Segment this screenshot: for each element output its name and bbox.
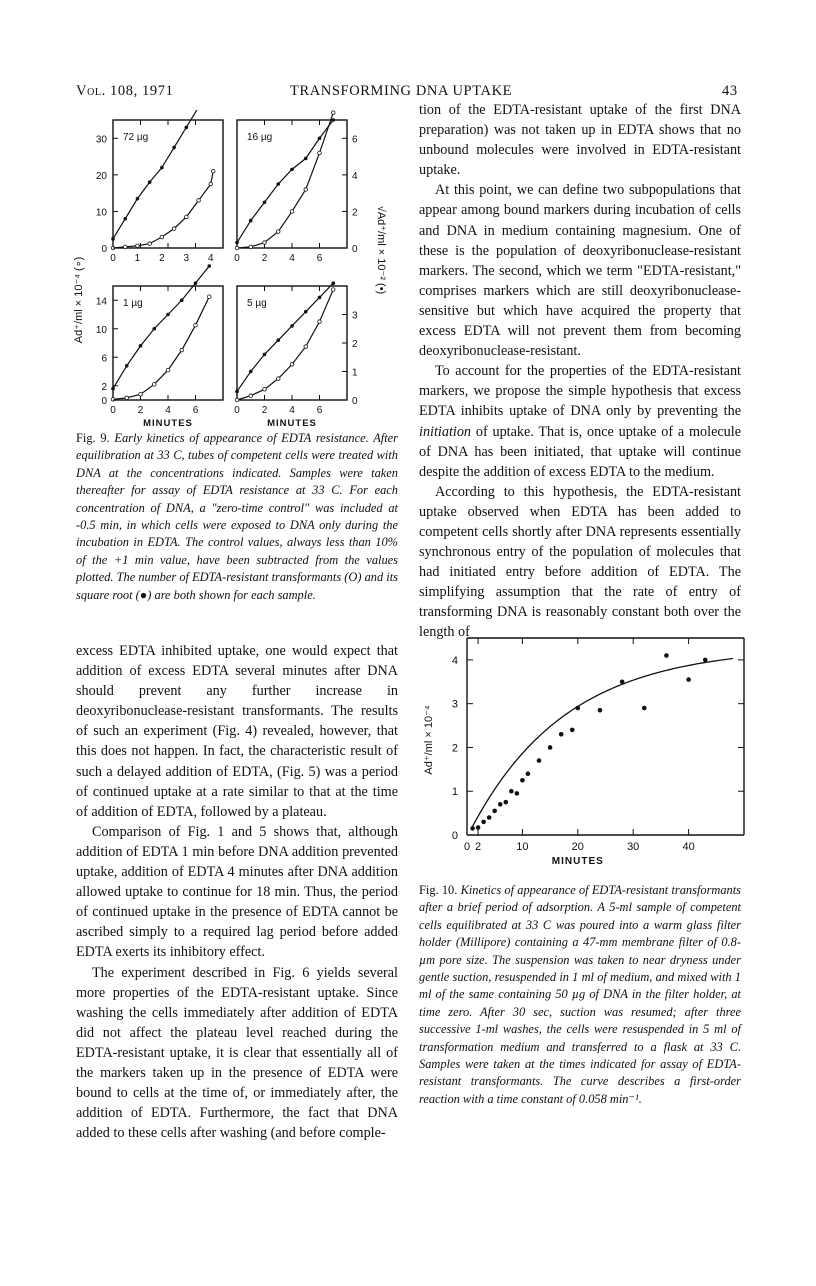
data-point-hollow <box>290 210 294 214</box>
data-point-solid <box>249 370 253 374</box>
data-point-hollow <box>160 235 164 239</box>
data-point <box>487 815 492 820</box>
data-point-solid <box>318 296 322 300</box>
data-point-solid <box>276 338 280 342</box>
data-point-hollow <box>263 241 267 245</box>
data-point-solid <box>263 200 267 204</box>
data-point <box>598 708 603 713</box>
data-point-solid <box>249 219 253 223</box>
panel-label: 72 µg <box>123 132 149 143</box>
x-tick-label: 10 <box>516 841 529 853</box>
data-point-hollow <box>290 363 294 367</box>
data-point-hollow <box>318 151 322 155</box>
panel-label: 16 µg <box>247 132 273 143</box>
y-tick-label-left: 0 <box>101 244 107 255</box>
data-point <box>498 802 503 807</box>
x-tick-label: 2 <box>261 405 268 416</box>
data-point-hollow <box>125 396 129 400</box>
y-axis-label-left: Ad⁺/ml × 10⁻⁴ (∘) <box>73 256 85 344</box>
data-point-solid <box>185 126 189 130</box>
data-point-solid <box>276 182 280 186</box>
x-tick-label: 6 <box>316 253 323 264</box>
y-tick-label: 2 <box>451 742 458 755</box>
data-point-hollow <box>263 388 267 392</box>
page-number: 43 <box>722 83 738 99</box>
data-point-solid <box>139 344 143 348</box>
paragraph: Comparison of Fig. 1 and 5 shows that, although addition of EDTA 1 min before DNA addition prevented uptake, addition of EDTA 4 minutes after DNA addition allowed uptake to continue for 18 min. Thus, the period of continued uptake in the presence of EDTA cannot be ascribed simply to a required lag period before added EDTA exerts its inhibitory effect. <box>76 823 398 961</box>
data-point-hollow <box>331 111 335 115</box>
y-tick-label-right: 0 <box>352 244 358 255</box>
figure-9-caption-label: Fig. 9. <box>76 431 110 445</box>
x-tick-label: 0 <box>234 253 240 264</box>
x-tick-label: 3 <box>183 253 190 264</box>
data-point-solid <box>290 168 294 172</box>
x-tick-label: 2 <box>475 841 482 853</box>
data-point-solid <box>180 298 184 302</box>
paragraph: The experiment described in Fig. 6 yields several more properties of the EDTA-resistant uptake. Since washing the cells immediately after addition of EDTA did not affect the plateau level reached during the EDTA-resistant uptake, it is clear that essentially all of the markers taken up in the presence of EDTA were bound to cells at the time of, or immediately after, the addition of EDTA. Furthermore, the fact that DNA added to these cells after washing (and before comple- <box>76 964 398 1142</box>
y-tick-label-right: 4 <box>352 170 358 182</box>
data-point-solid <box>111 237 115 241</box>
data-point-hollow <box>180 348 184 352</box>
data-point <box>481 820 486 825</box>
x-tick-label: 2 <box>137 405 144 416</box>
data-point-solid <box>290 324 294 328</box>
data-point <box>686 677 691 682</box>
y-axis-label-right: √Ad⁺/ml × 10⁻² (•) <box>375 205 387 295</box>
data-point-solid <box>123 217 127 221</box>
data-point-hollow <box>235 246 239 250</box>
data-point-solid <box>152 327 156 331</box>
data-point <box>509 789 514 794</box>
y-tick-label-right: 0 <box>352 396 358 407</box>
x-tick-label: 6 <box>316 405 323 416</box>
data-point-hollow <box>152 383 156 387</box>
y-tick-label-left: 2 <box>101 381 107 393</box>
y-tick-label: 4 <box>451 654 458 667</box>
x-tick-label: 6 <box>192 405 199 416</box>
data-point-solid <box>125 364 129 368</box>
series-line-count <box>113 297 209 400</box>
figure-10-caption <box>419 882 741 1108</box>
data-point-hollow <box>111 397 115 401</box>
data-point <box>537 758 542 763</box>
x-axis-label: MINUTES <box>267 418 317 429</box>
data-point-hollow <box>139 393 143 397</box>
paragraph: excess EDTA inhibited uptake, one would expect that addition of excess EDTA several minutes after DNA should prevent any further increase in deoxyribonuclease-resistant transformants. The results of such an experiment (Fig. 4) revealed, however, that this does not happen. In fact, the characteristic result of such a delayed addition of EDTA, (Fig. 5) was a period of continued uptake at a rate similar to that at the time of addition of EDTA, followed by a plateau. <box>76 643 398 820</box>
x-tick-label: 4 <box>165 405 171 416</box>
figure-9-chart <box>60 110 410 430</box>
y-tick-label-left: 14 <box>95 296 107 308</box>
data-point-hollow <box>235 398 239 402</box>
y-tick-label-left: 20 <box>95 170 107 182</box>
data-point-hollow <box>123 245 127 249</box>
data-point-hollow <box>172 227 176 231</box>
y-tick-label-right: 2 <box>352 339 358 350</box>
x-tick-label: 4 <box>207 253 214 264</box>
left-column-text <box>76 641 398 1143</box>
data-point-solid <box>331 281 335 285</box>
data-point-solid <box>304 310 308 314</box>
data-point-hollow <box>276 230 280 234</box>
x-tick-label: 4 <box>289 405 295 416</box>
x-tick-label: 0 <box>110 405 116 416</box>
x-tick-label: 4 <box>289 253 295 264</box>
data-point-hollow <box>331 288 335 292</box>
data-point <box>503 800 508 805</box>
data-point-hollow <box>207 295 211 299</box>
x-axis-label: MINUTES <box>551 856 604 867</box>
data-point-solid <box>263 353 267 357</box>
data-point-hollow <box>197 199 201 203</box>
data-point <box>476 825 481 830</box>
data-point <box>520 778 525 783</box>
x-tick-label: 2 <box>261 253 268 264</box>
data-point-hollow <box>209 182 213 186</box>
data-point-hollow <box>304 345 308 349</box>
y-tick-label-left: 30 <box>95 134 107 146</box>
data-point <box>470 826 475 831</box>
data-point-solid <box>172 146 176 150</box>
data-point-hollow <box>185 215 189 219</box>
data-point <box>559 732 564 737</box>
x-tick-label: 0 <box>234 405 240 416</box>
x-axis-label: MINUTES <box>143 418 193 429</box>
y-tick-label-left: 10 <box>95 324 107 336</box>
figure-10-caption-label: Fig. 10. <box>419 883 458 897</box>
y-tick-label-left: 6 <box>101 353 107 365</box>
y-tick-label: 0 <box>451 830 458 842</box>
x-tick-label: 1 <box>134 253 141 264</box>
data-point-solid <box>160 166 164 170</box>
x-tick-label: 2 <box>159 253 165 264</box>
x-tick-label: 0 <box>463 841 471 853</box>
data-point-solid <box>111 387 115 391</box>
data-point-hollow <box>136 244 140 248</box>
data-point-solid <box>235 241 239 245</box>
data-point <box>548 745 553 750</box>
data-point <box>642 706 647 711</box>
paragraph: At this point, we can define two subpopulations that appear among bound markers during incubation of cells and DNA in medium containing magnesium. One of these is the population of deoxyribonuclease-resistant markers. The second, which we term "EDTA-resistant," comprises markers which are still deoxyribonuclease-sensitive but which have acquired the property that excess EDTA will not prevent them from becoming deoxyribonuclease-resistant. <box>419 182 741 360</box>
data-point-solid <box>318 136 322 140</box>
data-point <box>526 771 531 776</box>
data-point <box>576 706 581 711</box>
data-point-solid <box>148 180 152 184</box>
data-point-hollow <box>166 368 170 372</box>
data-point <box>620 679 625 684</box>
data-point-hollow <box>304 188 308 192</box>
data-point <box>703 658 708 663</box>
data-point-solid <box>194 281 198 285</box>
running-title: TRANSFORMING DNA UPTAKE <box>290 83 513 99</box>
right-column-text <box>419 100 741 643</box>
y-tick-label-left: 0 <box>101 396 107 407</box>
paragraph: According to this hypothesis, the EDTA-resistant uptake observed when EDTA has been added to competent cells shortly after DNA represents essentially synchronous entry of the population of molecules that had initiated entry before addition of EDTA. The simplifying assumption that the rate of entry of transforming DNA is reasonably constant both over the length of <box>419 483 741 641</box>
figure-9-caption <box>76 430 398 604</box>
data-point-hollow <box>276 377 280 381</box>
y-tick-label-right: 1 <box>352 367 358 379</box>
data-point-hollow <box>211 169 215 173</box>
figure-10-chart <box>412 630 752 882</box>
data-point-hollow <box>318 320 322 324</box>
data-point-hollow <box>194 323 198 327</box>
series-line-sqrt <box>113 110 211 239</box>
x-tick-label: 30 <box>627 841 640 853</box>
figure-10-caption-text: Kinetics of appearance of EDTA-resistant transformants after a brief period of adsorption. A 5-ml sample of competent cells equilibrated at 33 C was poured into a warm glass filter holder (Millipore) containing a 47-mm membrane filter of 0.8-µm pore size. The suspension was taken to near dryness under gentle suction, resuspended in 1 ml of medium, and mixed with 1 ml of the same containing 50 µg of DNA in the filter holder, at time zero. After 30 sec, suction was resumed; after three successive 1-ml washes, the cells were resuspended in 5 ml of transformation medium and transferred to a flask at 33 C. Samples were taken at the times indicated for assay of EDTA-resistant transformants. The curve describes a first-order reaction with a time constant of 0.058 min⁻¹. <box>419 883 742 1106</box>
data-point <box>492 809 497 814</box>
data-point-solid <box>166 313 170 317</box>
data-point-hollow <box>148 242 152 246</box>
x-tick-label: 20 <box>571 841 584 853</box>
y-tick-label: 3 <box>451 698 458 711</box>
data-point <box>570 728 575 733</box>
data-point-solid <box>304 157 308 161</box>
panel-label: 5 µg <box>247 298 267 309</box>
y-tick-label-right: 3 <box>352 310 358 322</box>
y-tick-label-left: 10 <box>95 207 107 219</box>
data-point-hollow <box>249 245 253 249</box>
y-tick-label-right: 2 <box>352 207 358 219</box>
x-tick-label: 0 <box>110 253 116 264</box>
y-tick-label-right: 6 <box>352 134 358 146</box>
paragraph: To account for the properties of the EDTA-resistant markers, we propose the simple hypothesis that excess EDTA inhibits uptake of DNA only by preventing the initiation of uptake. That is, once uptake of a molecule of DNA has been initiated, that uptake will continue despite the addition of excess EDTA to the medium. <box>419 363 741 480</box>
volume-label: Vol. 108, 1971 <box>76 83 174 99</box>
x-tick-label: 40 <box>682 841 695 853</box>
figure-9-caption-text: Early kinetics of appearance of EDTA resistance. After equilibration at 33 C, tubes of competent cells were treated with DNA at the concentrations indicated. Samples were taken thereafter for assay of EDTA resistance at 33 C. For each concentration of DNA, a "zero-time control" was included at -0.5 min, in which cells were exposed to DNA only during the incubation in EDTA. The control values, always less than 10% of the +1 min value, have been subtracted from the values plotted. The number of EDTA-resistant transformants (O) and its square root (●) are both shown for each sample. <box>76 431 398 602</box>
data-point-solid <box>207 264 211 268</box>
data-point-hollow <box>249 394 253 398</box>
fit-curve <box>473 659 733 827</box>
panel-label: 1 µg <box>123 298 143 309</box>
y-tick-label: 1 <box>451 786 458 799</box>
data-point <box>664 653 669 658</box>
data-point-solid <box>235 390 239 394</box>
data-point-solid <box>136 197 140 201</box>
data-point <box>515 791 520 796</box>
data-point-solid <box>331 118 335 122</box>
y-axis-label: Ad⁺/ml × 10⁻⁴ <box>423 705 435 775</box>
paragraph: tion of the EDTA-resistant uptake of the first DNA preparation) was not taken up in EDTA shows that no unbound molecules were involved in EDTA-resistant uptake. <box>419 102 741 179</box>
